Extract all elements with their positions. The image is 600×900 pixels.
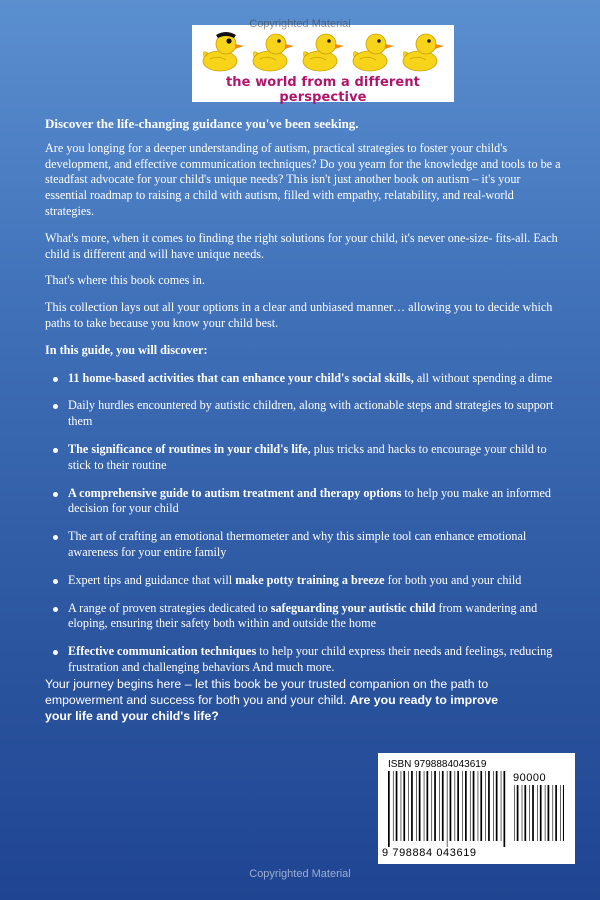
bullet-icon	[53, 404, 58, 409]
barcode-bar	[480, 771, 482, 841]
bullet-icon	[53, 650, 58, 655]
list-item	[53, 573, 565, 589]
barcode-bar	[488, 771, 490, 841]
barcode-bar	[553, 785, 554, 841]
bullet-text: all without spending a dime	[413, 370, 553, 385]
bullet-text: to help you make an informed decision for your child	[68, 485, 551, 516]
barcode-bar	[434, 771, 436, 841]
intro-paragraph-4: This collection lays out all your options in a clear and unbiased manner… allowing you to decide which paths to take because you know your child best.	[45, 300, 553, 330]
barcode-bar	[455, 771, 456, 841]
barcode-bar	[431, 771, 432, 841]
barcode-bar	[522, 785, 523, 841]
list-item	[53, 601, 565, 633]
barcode-bar	[545, 785, 546, 841]
isbn-digits: 9 798884 043619	[382, 847, 477, 859]
barcode-bar	[465, 771, 467, 841]
barcode-bar	[540, 785, 542, 841]
rubber-ducks-illustration	[198, 29, 448, 73]
barcode-bar	[555, 785, 557, 841]
bullet-bold-text: 11 home-based activities that can enhance your child's social skills,	[68, 370, 414, 385]
bullet-bold-text: Effective communication techniques	[68, 644, 257, 659]
discover-list	[45, 371, 565, 676]
isbn-label: ISBN 9798884043619	[388, 759, 487, 770]
barcode-bar	[442, 771, 444, 841]
intro-paragraph-1: Are you longing for a deeper understanding of autism, practical strategies to foster your child's development, and effective communication techniques? Do you yearn for the knowledge and tools to be a steadfast advocate for your child's unique needs? This isn't just another book on autism – it's your essential roadmap to raising a child with autism, filled with empathy, relatability, and real-world strategies.	[45, 140, 561, 218]
bullet-text: Daily hurdles encountered by autistic children, along with actionable steps and strategies to support them	[68, 398, 554, 429]
ean-barcode-bars	[388, 771, 506, 847]
barcode-bar	[485, 771, 486, 841]
headline: Discover the life-changing guidance you've been seeking.	[45, 116, 359, 131]
bullet-text: Expert tips and guidance that will	[68, 572, 236, 587]
bullet-text: A range of proven strategies dedicated to	[68, 600, 271, 615]
bullet-text: from wandering and eloping, ensuring their safety both within and outside the home	[68, 600, 538, 631]
closing-paragraph	[45, 676, 515, 724]
bullet-icon	[53, 377, 58, 382]
barcode-bar	[529, 785, 530, 841]
isbn-barcode	[378, 753, 575, 864]
discover-subheading: In this guide, you will discover:	[45, 342, 208, 357]
copyright-watermark-top: Copyrighted Material	[249, 18, 351, 30]
bullet-icon	[53, 492, 58, 497]
barcode-bar	[424, 771, 425, 841]
barcode-bar	[478, 771, 479, 841]
bullet-bold-text: The significance of routines in your child's life,	[68, 441, 311, 456]
barcode-bar	[403, 771, 405, 841]
barcode-bar	[501, 771, 502, 841]
bullet-icon	[53, 448, 58, 453]
bullet-icon	[53, 579, 58, 584]
closing-text: Your journey begins here – let this book be your trusted companion on the path to empowerment and success for both you and your child.	[45, 677, 489, 707]
list-item	[53, 529, 565, 561]
barcode-bar	[401, 771, 402, 841]
bullet-text: to help your child express their needs and feelings, reducing frustration and challenging behaviors And much more.	[68, 644, 553, 674]
barcode-bar	[473, 771, 475, 841]
barcode-bar	[560, 785, 561, 841]
barcode-bar	[517, 785, 519, 841]
barcode-bar	[504, 771, 506, 847]
price-barcode-bars	[514, 785, 564, 847]
barcode-bar	[563, 785, 564, 841]
publisher-logo	[192, 25, 454, 105]
barcode-bar	[493, 771, 494, 841]
price-code: 90000	[513, 772, 547, 784]
bullet-bold-text: make potty training a breeze	[235, 572, 385, 587]
barcode-bar	[447, 771, 448, 847]
list-item	[53, 398, 565, 430]
bullet-bold-text: A comprehensive guide to autism treatment and therapy options	[68, 485, 402, 500]
bullet-text: The art of crafting an emotional thermometer and why this simple tool can enhance emotional awareness for your entire family	[68, 529, 527, 559]
list-item	[53, 442, 565, 474]
intro-paragraph-2: What's more, when it comes to finding the right solutions for your child, it's never one-size- fits-all. Each child is different and will have unique needs.	[45, 230, 558, 261]
list-item	[53, 486, 565, 518]
list-item	[53, 644, 565, 676]
bullet-text: plus tricks and hacks to encourage your child to stick to their routine	[68, 441, 547, 472]
barcode-bar	[411, 771, 413, 841]
barcode-bar	[548, 785, 550, 841]
barcode-bar	[396, 771, 398, 841]
barcode-bar	[496, 771, 498, 841]
copyright-watermark-bottom: Copyrighted Material	[249, 868, 351, 880]
list-item	[53, 371, 565, 387]
barcode-bar	[427, 771, 429, 841]
barcode-bar	[439, 771, 440, 841]
barcode-bar	[408, 771, 409, 841]
barcode-bar	[514, 785, 515, 841]
barcode-bar	[388, 771, 390, 847]
barcode-bar	[524, 785, 526, 841]
barcode-bar	[416, 771, 417, 841]
barcode-bar	[462, 771, 463, 841]
bullet-icon	[53, 535, 58, 540]
barcode-bar	[470, 771, 471, 841]
barcode-bar	[450, 771, 452, 841]
barcode-bar	[393, 771, 394, 841]
bullet-bold-text: safeguarding your autistic child	[270, 600, 436, 615]
barcode-bar	[532, 785, 534, 841]
bullet-icon	[53, 607, 58, 612]
back-cover-description	[45, 116, 565, 688]
bullet-text: for both you and your child	[384, 572, 522, 587]
intro-paragraph-3: That's where this book comes in.	[45, 273, 205, 288]
barcode-bar	[537, 785, 538, 841]
barcode-bar	[419, 771, 421, 841]
closing-call-to-action: Are you ready to improve your life and your child's life?	[45, 693, 499, 723]
barcode-bar	[457, 771, 459, 841]
logo-tagline: the world from a different perspective	[225, 75, 420, 105]
